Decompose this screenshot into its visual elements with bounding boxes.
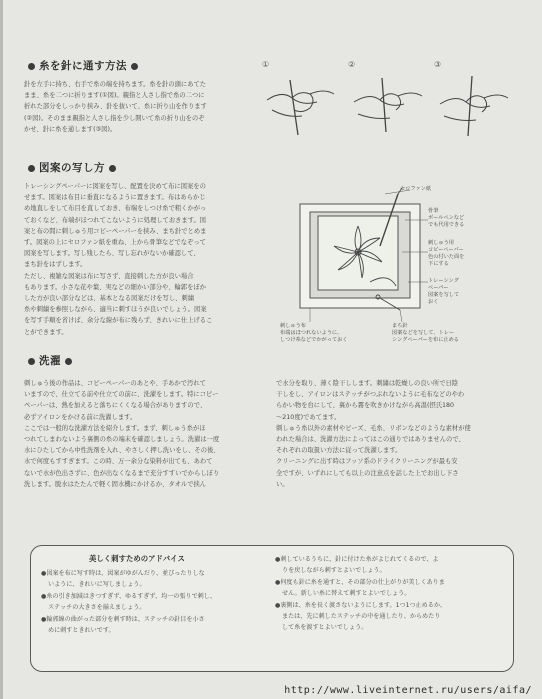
- section-title: 図案の写し方: [39, 162, 105, 174]
- threading-steps-illustration: [262, 60, 512, 150]
- text-line: ペーパーは、熱を加えると落ちにくくなる場合がありますので、: [24, 402, 207, 410]
- step-label: ②: [348, 60, 356, 69]
- washing-body-left: [24, 378, 254, 490]
- pattern-transfer-diagram: [270, 186, 475, 352]
- text-line: (②図)。そのまま親指と人さし指を少し開いて糸の折り山をのぞ: [24, 114, 205, 122]
- text-line: 刺しゅう後の作品は、コピーペーパーのあとや、手あかで汚れて: [24, 380, 206, 387]
- section-thread-needle: [24, 58, 256, 135]
- bullet-icon: [28, 358, 35, 365]
- text-line: せます。図案は布目に垂直になるように置きます。布はあらかじ: [24, 194, 206, 202]
- text-line: ただし、複雑な図案は布に写さず、直接刺した方が良い場合: [24, 272, 194, 280]
- section-body: [24, 181, 260, 338]
- label-cellophane: セロファン紙: [400, 186, 432, 192]
- advice-item: ●何度も針に糸を通すと、その部分の仕上がりが美しくありま せん。新しい糸に替えて刺すとよいでしょう。: [275, 579, 445, 597]
- bullet-icon: [65, 358, 72, 365]
- text-line: 針を左手に持ち、右手で糸の端を持ちます。糸を針の頭にあてた: [24, 81, 207, 88]
- text-line: クリーニングに出す時はフッソ系のドライクリーニングが最も安: [276, 458, 458, 466]
- label-stylus: 骨筆 ボールペンなど でも代用できる: [428, 208, 465, 228]
- advice-title: 美しく刺すためのアドバイス: [89, 554, 185, 563]
- section-title: 糸を針に通す方法: [39, 60, 127, 72]
- text-line: ておくなど、布端がほつれてこないように処理しておきます。図: [24, 216, 207, 224]
- advice-box: [30, 545, 514, 672]
- section-heading: [24, 353, 76, 368]
- page-binding-edge: [0, 0, 3, 699]
- advice-right-column: [275, 554, 507, 634]
- text-line: 図案を写します。写し残したら、写し忘れがないか確認して、: [24, 250, 200, 258]
- label-copy-paper: 刺しゅう用 コピーペーパー 色の付いた面を 下にする: [428, 240, 465, 267]
- text-line: 水にひたしてから中性洗剤を入れ、やさしく押し洗いをし、その後、: [24, 447, 220, 455]
- text-line: 〜210度)であてます。: [276, 413, 341, 421]
- text-line: で水分を取り、薄く陰干しします。刺繍は乾燥しの良い所で日陰: [276, 380, 459, 387]
- text-line: 必ずアイロンをかける前に洗濯します。: [24, 413, 137, 421]
- text-line: 折れた部分をしっかり挟み、針を抜いて、糸に折り山を作ります: [24, 103, 207, 111]
- advice-item: ●輪郭線の曲がった部分を刺す時は、ステッチの針目を小さ めに刺すときれいです。: [41, 616, 205, 634]
- section-pattern-transfer: [24, 160, 260, 338]
- section-heading: [24, 58, 256, 73]
- text-line: らかい物を台にして、裏から霧を吹きかけながら高温(摂氏180: [276, 402, 455, 410]
- advice-item: ●裏側は、糸を長く渡さないようにします。1つ1つ止めるか、 または、先に刺したステッチの中を通したり、からめたり して糸を渡すとよいでしょう。: [275, 602, 447, 631]
- advice-item: ●図案を布に写す時は、図案がゆがんだり、並びったりしな いように、きれいに写しましょう。: [41, 570, 205, 588]
- bullet-icon: [28, 63, 35, 70]
- text-line: トレーシングペーパーに図案を写し、配置を決めて布に図案をの: [24, 183, 206, 190]
- text-line: それぞれの取扱い方法に従って洗濯します。: [276, 447, 402, 455]
- text-line: まち針をはずします。: [24, 261, 87, 269]
- text-line: まま、糸を二つに折ります(①図)。親指と人さし指で糸の二つに: [24, 92, 205, 100]
- step-label: ③: [434, 60, 442, 69]
- section-title: 洗濯: [39, 355, 61, 367]
- advice-item: ●刺しているうちに、針に付けた糸がよじれてくるので、よ りを戻しながら刺すとよいでしょう。: [275, 556, 439, 574]
- label-pin: まち針 図案などを写して、トレー シングペーパーを布に止める: [392, 323, 459, 343]
- advice-item: ●糸の引き加減はきつすぎず、ゆるすぎず、均一の張りで刺し、 ステッチの大きさを揃えましょう。: [41, 593, 216, 611]
- label-tracing-paper: トレーシング ペーパー 図案を写して おく: [428, 278, 460, 305]
- bullet-icon: [109, 165, 116, 172]
- text-line: を写す手順を省けば、余分な線が布に残らず、きれいに仕上げるこ: [24, 317, 213, 325]
- bullet-icon: [131, 63, 138, 70]
- source-url-watermark: http://www.liveinternet.ru/users/aifa/: [284, 685, 532, 696]
- text-line: い。: [276, 480, 289, 488]
- section-body: [24, 79, 256, 135]
- text-line: もあります。小さな花や葉、実などの細かい部分や、輪郭をぼか: [24, 283, 206, 291]
- text-line: 水で何度もすすぎます。この時、万一余分な染料が出ても、あわて: [24, 458, 213, 466]
- text-line: す。図案の上にセロファン紙を重ね、上から骨筆などでなぞって: [24, 239, 206, 247]
- section-washing-heading-wrap: [24, 353, 76, 368]
- text-line: われた場合は、洗濯方法によってはこの通りではありませんので、: [276, 436, 465, 444]
- text-line: とができます。: [24, 328, 68, 336]
- text-line: いますので、仕立てる前や仕立ての前に、洗濯をします。特にコピー: [24, 391, 219, 399]
- section-heading: [24, 160, 260, 175]
- hands-threading-svg: [262, 60, 512, 150]
- text-line: つれてしまわないよう裏側の糸の端末を確認しましょう。洗濯は一度: [24, 436, 220, 444]
- text-line: ここでは一般的な洗濯方法を紹介します。まず、刺しゅう糸がほ: [24, 424, 206, 432]
- text-line: した方が良い部分などは、基本となる図案だけを写し、刺繍: [24, 295, 195, 303]
- text-line: 案と布の間に刺しゅう用コピーペーパーを挟み、まち針でとめま: [24, 227, 207, 235]
- text-line: め地直しをして布目を直しておき、布端をしつけ糸で粗くかがっ: [24, 205, 207, 213]
- text-line: 全ですが、いずれにしても以上の注意点を話した上でお出し下さ: [276, 469, 459, 477]
- step-label: ①: [262, 60, 270, 69]
- washing-body-right: [276, 378, 514, 490]
- text-line: 糸や刺繍を参照しながら、適当に刺すほうが良いでしょう。図案: [24, 306, 207, 314]
- text-line: かせ、針に糸を通します(③図)。: [24, 125, 117, 133]
- text-line: ないで水が色出さずに、色が出なくなるまで充分すすいでからしぼり: [24, 469, 220, 477]
- bullet-icon: [28, 165, 35, 172]
- label-fabric: 刺しゅう布 布端はほつれないように、 しつけ糸などでかがっておく: [280, 323, 348, 343]
- text-line: 刺しゅう糸以外の素材やビーズ、毛糸、リボンなどのような素材が使: [276, 424, 471, 432]
- advice-left-column: [41, 568, 269, 637]
- text-line: 干しをし、アイロンはステッチがつぶれないように毛布などのやわ: [276, 391, 465, 399]
- text-line: 洗します。脱水はたたんで軽く固水機にかけるか、タオルで挟ん: [24, 480, 207, 488]
